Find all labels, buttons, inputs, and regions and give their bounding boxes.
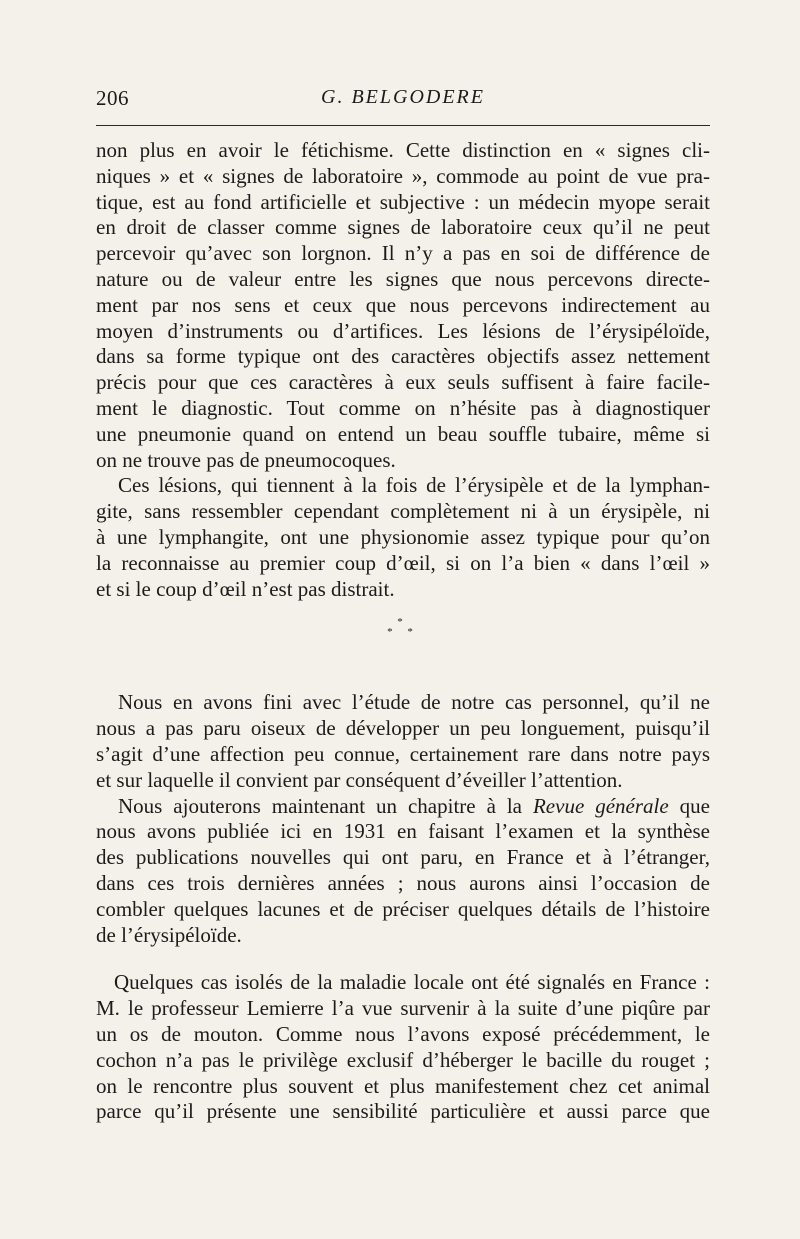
text-line: M. le professeur Lemierre l’a vue survenir à la suite d’une piqûre par [96,996,710,1021]
text-line: nature ou de valeur entre les signes que nous percevons directe- [96,266,710,291]
text-line: précis pour que ces caractères à eux seuls suffisent à faire facile- [96,370,710,395]
page-number: 206 [96,86,129,110]
text-line: niques » et « signes de laboratoire », commode au point de vue pra- [96,163,710,188]
paragraph-gap [96,948,710,970]
paragraph-5 [96,970,710,1125]
text-line: et si le coup d’œil n’est pas distrait. [96,576,395,601]
text-line: nous avons publiée ici en 1931 en faisant l’examen et la synthèse [96,819,710,844]
text-line: Nous en avons fini avec l’étude de notre cas personnel, qu’il ne [118,690,710,715]
text-line: tique, est au fond artificielle et subjective : un médecin myope serait [96,189,710,214]
text-line: à une lymphangite, ont une physionomie assez typique pour qu’on [96,524,710,549]
text-line: s’agit d’une affection peu connue, certainement rare dans notre pays [96,741,710,766]
text-line: en droit de classer comme signes de laboratoire ceux qu’il ne peut [96,215,710,240]
text-line: parce qu’il présente une sensibilité particulière et aussi parce que [96,1099,710,1124]
asterism-bottom: * * [387,626,419,639]
paragraph-4 [96,794,710,949]
text-line: cochon n’a pas le privilège exclusif d’héberger le bacille du rouget ; [96,1047,710,1072]
text-line: Quelques cas isolés de la maladie locale ont été signalés en France : [114,970,710,995]
page-header [96,86,710,116]
text-run: que [668,793,711,818]
header-rule [96,125,710,126]
text-line: on ne trouve pas de pneumocoques. [96,447,396,472]
text-line: et sur laquelle il convient par conséquent d’éveiller l’attention. [96,767,623,792]
paragraph-1 [96,138,710,473]
text-line: combler quelques lacunes et de préciser quelques détails de l’histoire [96,896,710,921]
text-line: dans ces trois dernières années ; nous aurons ainsi l’occasion de [96,870,710,895]
text-run: Nous ajouterons maintenant un chapitre à la [118,793,533,818]
journal-title: Revue générale [532,793,669,818]
text-line: un os de mouton. Comme nous l’avons exposé précédemment, le [96,1021,710,1046]
text-line: gite, sans ressembler cependant complètement ni à un érysipèle, ni [96,499,710,524]
text-line: de l’érysipéloïde. [96,922,242,947]
text-line: non plus en avoir le fétichisme. Cette distinction en « signes cli- [96,138,710,162]
text-line: Ces lésions, qui tiennent à la fois de l’érysipèle et de la lymphan- [118,473,710,498]
text-line: ment le diagnostic. Tout comme on n’hésite pas à diagnostiquer [96,395,710,420]
asterism-top: * [397,616,409,629]
body-text [96,138,710,1125]
text-line: moyen d’instruments ou d’artifices. Les lésions de l’érysipéloïde, [96,318,710,343]
running-head: G. BELGODERE [321,86,485,108]
text-line: on le rencontre plus souvent et plus manifestement chez cet animal [96,1073,710,1098]
text-line: des publications nouvelles qui ont paru, en France et à l’étranger, [96,845,710,870]
text-line: percevoir qu’avec son lorgnon. Il n’y a pas en soi de différence de [96,241,710,266]
text-line [96,794,710,820]
text-line: dans sa forme typique ont des caractères objectifs assez nettement [96,344,710,369]
section-separator [96,602,710,690]
text-line: la reconnaisse au premier coup d’œil, si on l’a bien « dans l’œil » [96,550,710,575]
asterism [96,617,710,637]
paragraph-2 [96,473,710,602]
paragraph-3 [96,690,710,793]
text-line: une pneumonie quand on entend un beau souffle tubaire, même si [96,421,710,446]
text-line: nous a pas paru oiseux de développer un peu longuement, puisqu’il [96,716,710,741]
text-line: ment par nos sens et ceux que nous percevons indirectement au [96,292,710,317]
